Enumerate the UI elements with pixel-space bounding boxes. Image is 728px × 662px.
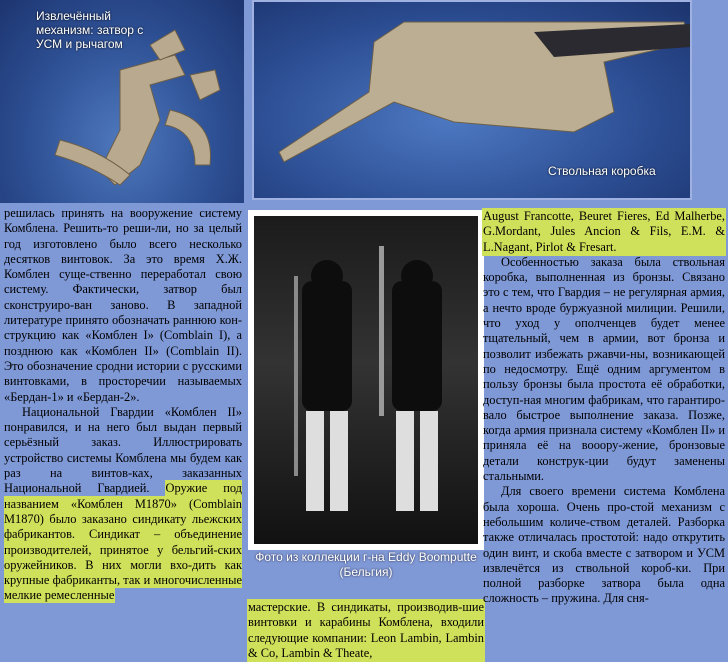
guardsmen-illustration [254,216,478,544]
col1-paragraph-1: решилась принять на вооружение систему Комблена. Решить-то реши-ли, но за целый год изготовлено было всего несколько десятков винтовок. За это время Х.Ж. Комблен суще-ственно переработал свою систему. Фактически, затвор был сконструиро-ван заново. В западной литературе принято обозначать раннюю кон-струкцию как «Комблен I» (Comblain I), а позднюю как «Комблен II» (Comblain II). Это обозначение сродни истории с русскими винтовками, в просторечии называемых «Бердан-1» и «Бердан-2». [4,206,242,404]
left-photo-caption: Извлечённый механизм: затвор с УСМ и рычагом [36,9,144,51]
text-column-3 [483,209,725,607]
col3-highlighted-text: August Francotte, Beuret Fieres, Ed Malherbe, G.Mordant, Jules Ancion & Fils, E.M. & L.Nagant, Pirlot & Fresart. [483,209,725,254]
col3-paragraph-1: Особенностью заказа была ствольная коробка, выполненная из бронзы. Связано это с тем, что Гвардия – не регулярная армия, а нечто вроде буржуазной милиции. Решили, что уход у ополченцев будет менее тщательный, чем в армии, вот бронза и позволит избежать ржавчи-ны, возникающей по недосмотру. Ещё одним аргументом в пользу бронзы была простота её обработки, доступ-ная многим фабрикам, что гарантиро-вало быстрое выполнение заказа. Позже, когда армия признала систему «Комблен II» и приняла её на вооору-жение, бронзовые детали конструк-ции будут заменены стальными. [483,254,726,484]
photo-guardsmen [248,210,484,550]
col3-paragraph-2: Для своего времени система Комблена была хороша. Очень про-стой механизм с небольшим количе-ством деталей. Разборка также отличалась простотой: надо открутить один винт, и скоба вместе с затвором и УСМ извлечётся из ствольной короб-ки. При полной разборке затвора была одна сложность – пружина. Для сня- [483,484,725,606]
col1-paragraph-2-text: Национальной Гвардии «Комблен II» понравился, и на него был выдан первый серьёзный заказ. Иллюстрировать устройство системы Комблена мы будем как раз на винтов-ках, заказанных Национальной Гвардией. [4,404,242,496]
photo-receiver [252,0,692,200]
col1-highlighted-text: Оружие под названием «Комблен М1870» (Comblain M1870) было заказано синдикату льежских фабрикантов. Синдикат – объединение производителей, принятое у бельгий-ских оружейников. В них могли вхо-дить как крупные фабриканты, так и многочисленные мелкие ремесленные [4,481,242,603]
text-column-2 [248,600,484,661]
text-column-1 [4,206,242,604]
right-photo-caption: Ствольная коробка [548,164,656,178]
col1-paragraph-2 [4,405,242,604]
col2-paragraph: мастерские. В синдикаты, производив-шие винтовки и карабины Комблена, входили следующие компании: Leon Lambin, Lambin & Co, Lambin & Theate, [248,600,484,660]
center-photo-caption: Фото из коллекции г-на Eddy Boomputte (Бельгия) [255,550,477,579]
photo-mechanism [0,0,244,203]
